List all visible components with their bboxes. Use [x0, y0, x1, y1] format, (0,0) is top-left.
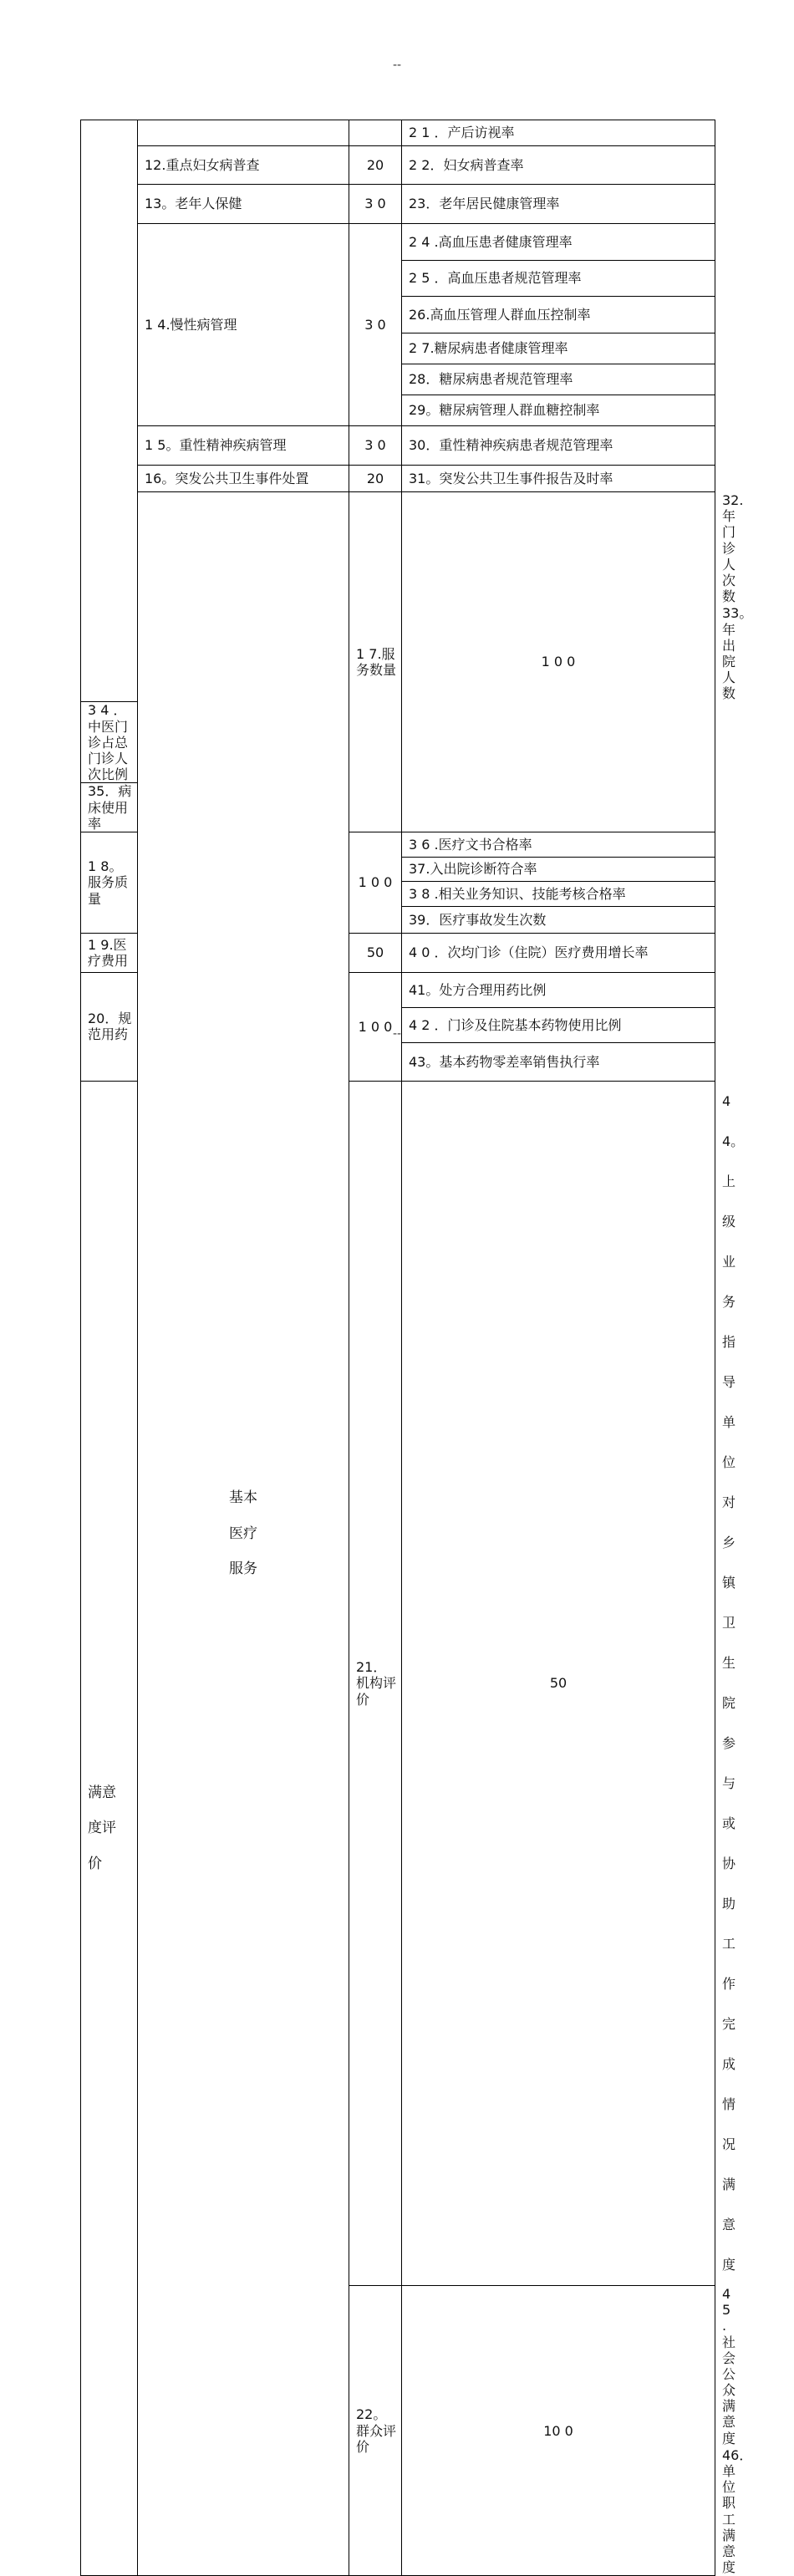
category-line: 医疗 [229, 1525, 257, 1542]
page-footer-mark: -- [392, 1027, 402, 1041]
item-cell [138, 120, 349, 146]
item-cell: 1 8。服务质量 [81, 832, 138, 933]
score-cell: 3 0 [349, 426, 402, 466]
sub-indicator: 41。处方合理用药比例 [402, 972, 715, 1007]
score-cell: 20 [349, 146, 402, 185]
category-cell-empty [81, 120, 138, 702]
item-cell: 1 9.医疗费用 [81, 933, 138, 972]
category-line: 满意 [88, 1784, 116, 1801]
item-cell: 12.重点妇女病普查 [138, 146, 349, 185]
score-cell: 1 0 0 [349, 972, 402, 1081]
score-cell [349, 120, 402, 146]
table-row: 基本 医疗 服务 1 7.服务数量 1 0 0 32.年门诊人次数 [81, 492, 715, 605]
item-cell: 20．规范用药 [81, 972, 138, 1081]
sub-indicator: 35．病床使用率 [81, 783, 138, 832]
sub-indicator: 43。基本药物零差率销售执行率 [402, 1042, 715, 1081]
score-cell: 20 [349, 466, 402, 492]
sub-indicator: 29。糖尿病管理人群血糖控制率 [402, 395, 715, 426]
item-cell: 1 4.慢性病管理 [138, 224, 349, 426]
category-line: 度评 [88, 1820, 116, 1837]
item-cell: 16。突发公共卫生事件处置 [138, 466, 349, 492]
sub-indicator-line: 工作完成情况满意度 [722, 1935, 736, 2273]
sub-indicator-line: 4 4。上级业务指导单位对乡镇卫生院参与或协助 [722, 1092, 745, 1912]
category-satisfaction [81, 1081, 138, 2575]
table-row: 46．单位职工满意度 [722, 2446, 753, 2576]
score-cell: 10 0 [402, 2285, 715, 2575]
table-row [81, 146, 715, 185]
sub-indicator: 2 2．妇女病普查率 [402, 146, 715, 185]
sub-indicator: 4 0 ．次均门诊（住院）医疗费用增长率 [402, 933, 715, 972]
category-basic-medical [138, 492, 349, 2576]
sub-indicator: 39．医疗事故发生次数 [402, 906, 715, 933]
sub-indicator: 3 6 .医疗文书合格率 [402, 832, 715, 857]
score-cell: 1 0 0 [402, 492, 715, 832]
table-row [81, 426, 715, 466]
score-cell: 3 0 [349, 224, 402, 426]
score-cell: 3 0 [349, 185, 402, 224]
category-line: 服务 [229, 1560, 257, 1578]
score-cell: 1 0 0 [349, 832, 402, 933]
sub-indicator: 31。突发公共卫生事件报告及时率 [402, 466, 715, 492]
category-line: 基本 [229, 1489, 257, 1507]
sub-indicator: 26.高血压管理人群血压控制率 [402, 297, 715, 333]
sub-indicator: 28．糖尿病患者规范管理率 [402, 364, 715, 395]
category-line: 价 [88, 1855, 102, 1872]
sub-indicator: 2 5 ．高血压患者规范管理率 [402, 261, 715, 297]
sub-indicator: 37.入出院诊断符合率 [402, 857, 715, 881]
table-row [81, 224, 715, 261]
sub-indicator: 3 8 .相关业务知识、技能考核合格率 [402, 881, 715, 906]
table-row [81, 185, 715, 224]
score-cell: 50 [402, 1081, 715, 2285]
item-cell: 22。群众评价 [349, 2285, 402, 2575]
sub-indicator: 23．老年居民健康管理率 [402, 185, 715, 224]
sub-indicator: 2 4 .高血压患者健康管理率 [402, 224, 715, 261]
sub-indicator: 2 7.糖尿病患者健康管理率 [402, 333, 715, 364]
sub-indicator: 2 1 ．产后访视率 [402, 120, 715, 146]
table-row [81, 120, 715, 146]
table-row [81, 466, 715, 492]
table-row: 33。年出院人数 [722, 605, 753, 702]
sub-indicator: 3 4 ．中医门诊占总门诊人次比例 [81, 702, 138, 783]
sub-indicator: 30．重性精神疾病患者规范管理率 [402, 426, 715, 466]
evaluation-table [80, 120, 753, 2576]
item-cell: 1 5。重性精神疾病管理 [138, 426, 349, 466]
item-cell: 1 7.服务数量 [349, 492, 402, 832]
table-row: 22。群众评价 10 0 4 5 .社会公众满意度 [81, 2285, 715, 2446]
page-header-mark: -- [392, 59, 402, 72]
score-cell: 50 [349, 933, 402, 972]
item-cell: 13。老年人保健 [138, 185, 349, 224]
sub-indicator: 4 2 ．门诊及住院基本药物使用比例 [402, 1007, 715, 1042]
item-cell: 21．机构评价 [349, 1081, 402, 2285]
